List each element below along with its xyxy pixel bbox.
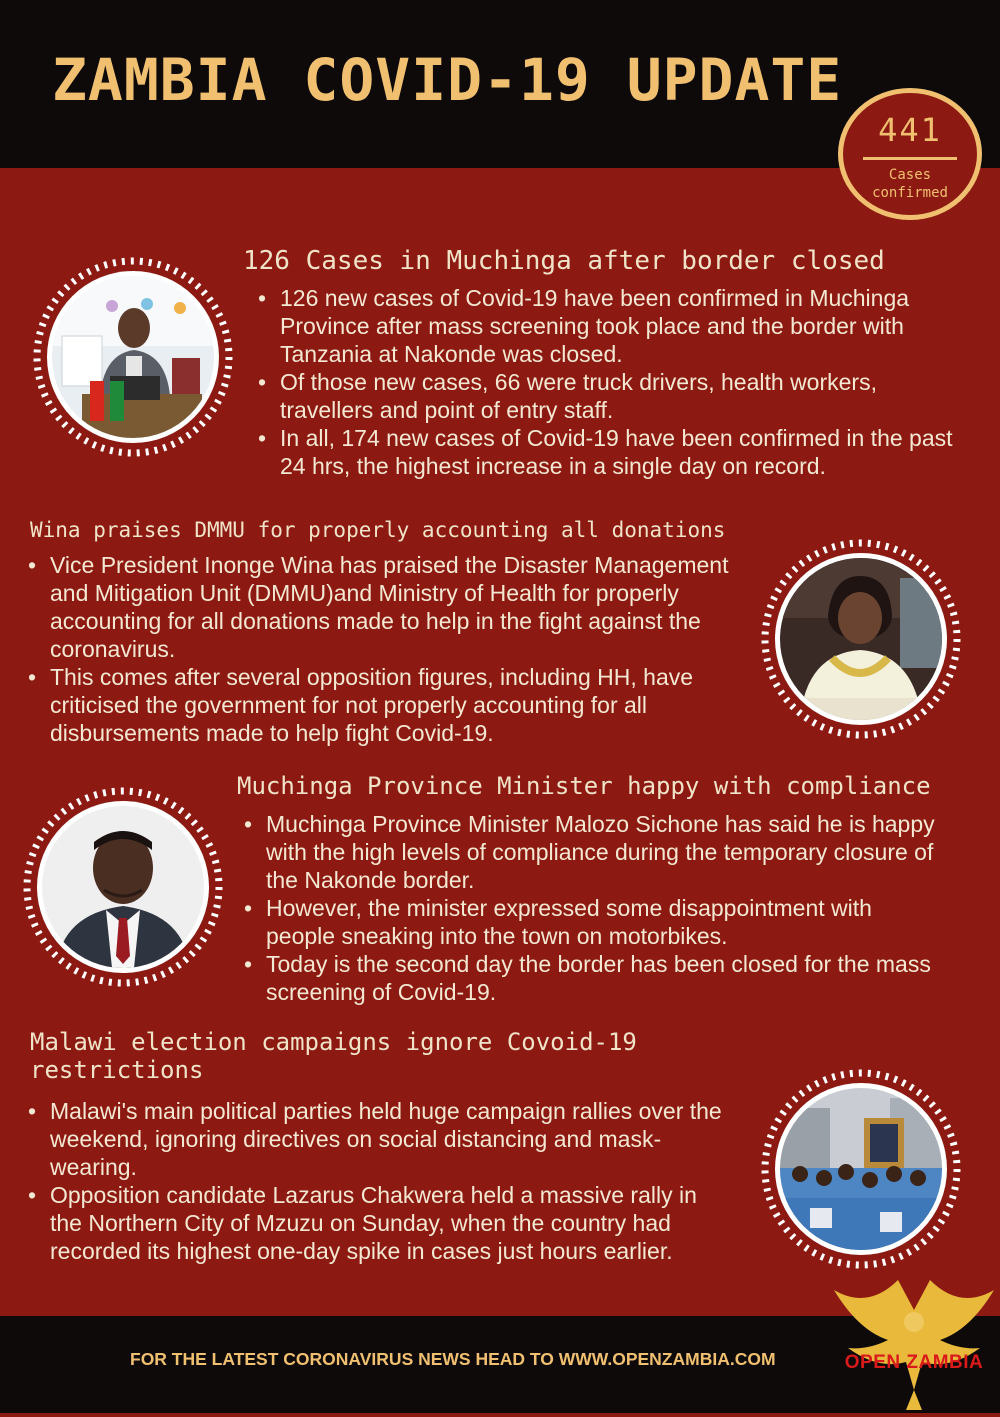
list-item: • In all, 174 new cases of Covid-19 have been confirmed in the past 24 hrs, the highest increase in a single day on record. xyxy=(256,424,956,480)
section-2-bullets xyxy=(26,551,738,747)
cases-count: 441 xyxy=(878,111,942,149)
list-item: • Malawi's main political parties held huge campaign rallies over the weekend, ignoring directives on social distancing and mask-wearing. xyxy=(26,1097,726,1181)
cases-label-1: Cases xyxy=(888,167,932,183)
photo-official-at-desk xyxy=(52,276,214,438)
list-item: • Of those new cases, 66 were truck drivers, health workers, travellers and point of entry staff. xyxy=(256,368,956,424)
photo-frame-minister-desk xyxy=(30,254,236,460)
list-item: • Opposition candidate Lazarus Chakwera held a massive rally in the Northern City of Mzuzu on Sunday, when the country had recorded its highest one-day spike in cases just hours earlier. xyxy=(26,1181,726,1265)
list-item: • 126 new cases of Covid-19 have been confirmed in Muchinga Province after mass screening took place and the border with Tanzania at Nakonde was closed. xyxy=(256,284,956,368)
section-1-title: 126 Cases in Muchinga after border closed xyxy=(243,246,885,276)
photo-frame-province-minister xyxy=(20,784,226,990)
footer-link-text[interactable]: FOR THE LATEST CORONAVIRUS NEWS HEAD TO WWW.OPENZAMBIA.COM xyxy=(130,1349,776,1369)
section-4-title xyxy=(30,1028,637,1084)
eagle-logo-icon xyxy=(828,1270,1000,1413)
section-3-title: Muchinga Province Minister happy with compliance xyxy=(237,772,931,800)
section-1-bullets xyxy=(256,284,956,480)
list-item: • However, the minister expressed some disappointment with people sneaking into the town on motorbikes. xyxy=(242,894,942,950)
list-item: • Today is the second day the border has been closed for the mass screening of Covid-19. xyxy=(242,950,942,1006)
photo-province-minister xyxy=(42,806,204,968)
photo-campaign-rally xyxy=(780,1088,942,1250)
section-4-title-line-1: Malawi election campaigns ignore Covoid-19 xyxy=(30,1028,637,1056)
section-4-title-line-2: restrictions xyxy=(30,1056,204,1084)
photo-vice-president xyxy=(780,558,942,720)
section-3-bullets xyxy=(242,810,942,1006)
logo-wordmark: OPEN ZAMBIA xyxy=(844,1352,984,1373)
photo-frame-malawi-rally xyxy=(758,1066,964,1272)
photo-frame-vice-president xyxy=(758,536,964,742)
page-title: ZAMBIA COVID-19 UPDATE xyxy=(52,46,843,114)
list-item: • This comes after several opposition figures, including HH, have criticised the government for not properly accounting for all disbursements made to help fight Covid-19. xyxy=(26,663,738,747)
section-2-title: Wina praises DMMU for properly accounting all donations xyxy=(30,518,726,542)
open-zambia-logo xyxy=(828,1270,1000,1413)
cases-confirmed-badge xyxy=(838,88,982,220)
section-4-bullets xyxy=(26,1097,726,1265)
badge-divider xyxy=(863,157,957,160)
list-item: • Muchinga Province Minister Malozo Sichone has said he is happy with the high levels of compliance during the temporary closure of the Nakonde border. xyxy=(242,810,942,894)
list-item: • Vice President Inonge Wina has praised the Disaster Management and Mitigation Unit (DMMU)and Ministry of Health for properly accounting for all donations made to help in the fight against the coronavirus. xyxy=(26,551,738,663)
cases-label-2: confirmed xyxy=(872,185,948,201)
